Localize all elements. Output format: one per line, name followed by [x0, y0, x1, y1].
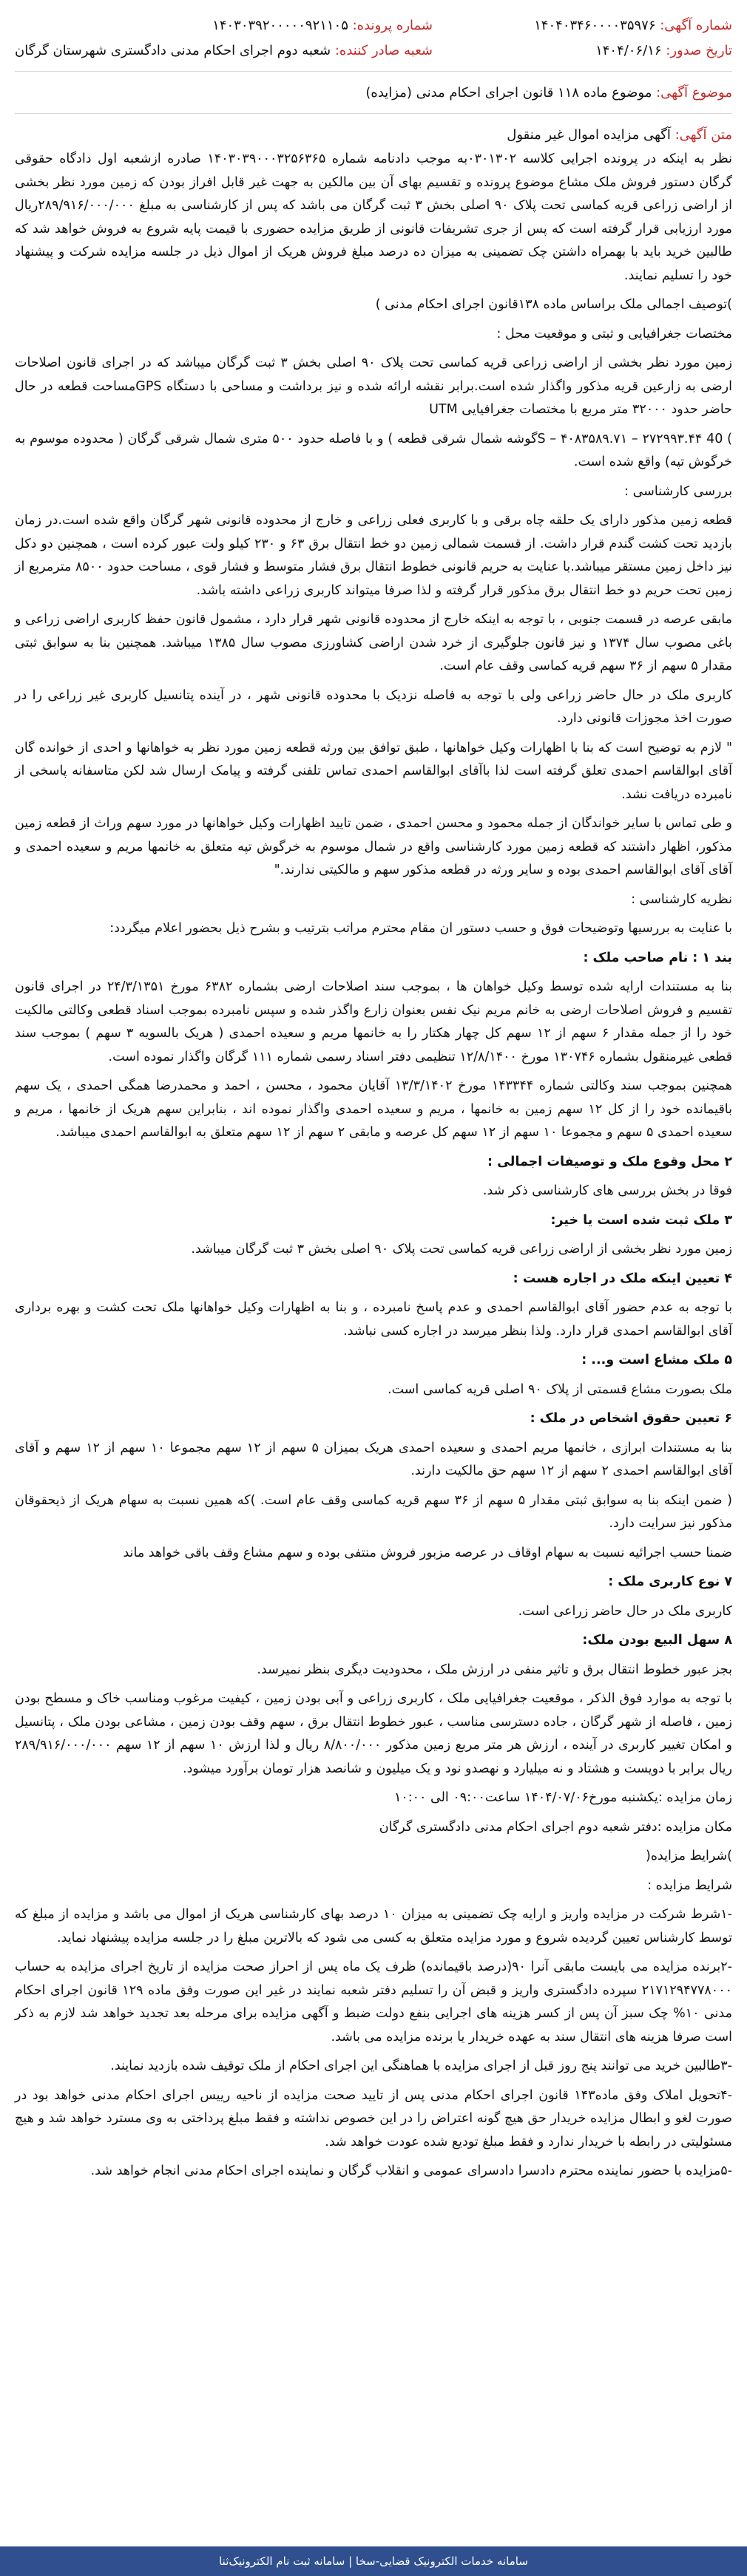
notice-header	[15, 13, 732, 148]
clause-1-heading: بند ۱ : نام صاحب ملک :	[583, 950, 732, 965]
issue-date	[534, 38, 732, 64]
expert-opinion-heading: نظریه کارشناسی :	[631, 891, 732, 907]
condition-3: -۳طالبین خرید می توانند پنج روز قبل از اجرای مزایده با هماهنگی این اجرای احکام از ملک توقیف شده بازدید نمایند.	[110, 2059, 732, 2073]
expert-opinion-intro: با عنایت به بررسیها وتوضیحات فوق و حسب دستور ان مقام محترم مراتب بترتیب و بشرح ذیل بحضور اعلام میگردد:	[109, 921, 732, 936]
auction-conditions-label: شرایط مزایده :	[647, 1877, 732, 1893]
issuer-label: شعبه صادر کننده:	[334, 43, 433, 58]
auction-place: مکان مزایده :دفتر شعبه دوم اجرای احکام مدنی دادگستری گرگان	[379, 1819, 732, 1835]
ad-number-label: شماره آگهی:	[660, 18, 732, 33]
notice-text-title	[15, 123, 732, 148]
clause-6-text: بنا به مستندات ابرازی ، خانمها مریم احمدی و سعیده احمدی هریک بمیزان ۵ سهم از ۱۲ سهم مجموعا ۱۰ سهم از ۱۲ سهم و آقای آقای ابوالقاسم احمدی ۲ سهم از ۱۲ سهم حق مالکیت دارند.	[15, 1440, 732, 1478]
utm-coordinates-paragraph: ) 40 S – ۴۰۸۳۵۸۹.۷۱ – ۲۷۲۹۹۳.۴۴گوشه شمال شرقی قطعه ) و با فاصله حدود ۵۰۰ متری شمال شرقی گرگان ( محدوده موسوم به خرگوش تپه) واقع شده است.	[15, 431, 732, 469]
clause-7-text: کاربری ملک در حال حاضر زراعی است.	[518, 1603, 732, 1619]
clause-6-heading: ۶ تعیین حقوق اشخاص در ملک :	[530, 1411, 732, 1426]
clause-2-text: فوقا در بخش بررسی های کارشناسی ذکر شد.	[482, 1183, 732, 1198]
subject-divider	[15, 113, 732, 114]
property-description-heading: )توصیف اجمالی ملک براساس ماده ۱۳۸قانون اجرای احکام مدنی )	[375, 297, 732, 312]
expert-review-heading: بررسی کارشناسی :	[624, 483, 732, 499]
subject-label: موضوع آگهی:	[656, 85, 732, 101]
valuation-paragraph: با توجه به موارد فوق الذکر ، موقعیت جغرافیایی ملک ، کاربری زراعی و آبی بودن زمین ، کیفیت مرغوب ومناسب خاک و مسطح بودن زمین ، فاصله از شهر گرگان ، جاده دسترسی مناسب ، عبور خطوط انتقال برق ، سهم وقف بودن زمین ، مشاعی بودن ملک ، پتانسیل و امکان تغییر کاربری در آینده ، ارزش هر متر مربع زمین مذکور ۸/۸۰۰/۰۰۰ ریال و لذا ارزش ۱۰ سهم از ۱۲ سهم ۲۸۹/۹۱۶/۰۰۰/۰۰۰ ریال برابر با دویست و هشتاد و نه میلیارد و نهصدو نود و یک میلیون و شانصد هزار تومان برآورد میشود.	[15, 1691, 732, 1776]
clause-2-heading: ۲ محل وقوع ملک و توصیفات اجمالی :	[487, 1154, 732, 1169]
issue-date-label: تاریخ صدور:	[666, 43, 732, 58]
heirs-statement-paragraph: و طی تماس با سایر خواندگان از جمله محمود و محسن احمدی ، ضمن تایید اظهارات وکیل خواهانها در مورد سهم وراث از قطعه زمین مذکور، اظهار داشتند که قطعه زمین مورد کارشناسی واقع در شمال موسوم به خرگوش تپه متعلق به خانمها مریم و سعیده احمدی و آقای آقای ابوالقاسم احمدی بوده و سایر ورثه در قطعه مذکور سهم و مالکیتی ندارند."	[15, 816, 732, 877]
header-divider	[15, 71, 732, 72]
auction-time: زمان مزایده :یکشنبه مورخ۱۴۰۴/۰۷/۰۶ ساعت۰۹:۰۰ الی ۱۰:۰۰	[393, 1790, 732, 1805]
condition-4: -۴تحویل املاک وفق ماده۱۴۳ قانون اجرای احکام مدنی پس از تایید صحت مزایده از ناحیه رییس اجرای احکام مدنی خواهد بود در صورت لغو و ابطال مزایده خریدار حق هیچ گونه اعتراض را در این خصوص نداشته و فقط مبلغ پرداختی به وی مسترد خواهد شد و هیچ مسئولیتی در رابطه با خریدار ندارد و فقط مبلغ تودیع شده عودت خواهد شد.	[15, 2087, 732, 2150]
clause-6-execution-note: ضمنا حسب اجرائیه نسبت به سهام اوقاف در عرصه مزبور فروش منتفی بوده و سهم مشاع وقف باقی خواهد ماند	[123, 1545, 732, 1560]
clause-6-waqf-note: ( ضمن اینکه بنا به سوابق ثبتی مقدار ۵ سهم از ۳۶ سهم قریه کماسی وقف عام است. )که همین نسبت به سهام هریک از ذیحقوقان مذکور نیز سرایت دارد.	[15, 1492, 733, 1531]
clause-8-text: بجز عبور خطوط انتقال برق و تاثیر منفی در ارزش ملک ، محدودیت دیگری بنظر نمیرسد.	[257, 1662, 732, 1677]
letter-number	[15, 13, 433, 38]
issuer-value: شعبه دوم اجرای احکام مدنی دادگستری شهرستان گرگان	[15, 43, 331, 58]
issuer	[15, 38, 433, 64]
clause-3-heading: ۳ ملک ثبت شده است یا خیر:	[550, 1212, 732, 1228]
subject-value: موضوع ماده ۱۱۸ قانون اجرای احکام مدنی (مزایده)	[365, 85, 652, 101]
clause-1-shares-paragraph: همچنین بموجب سند وکالتی شماره ۱۴۳۳۴۴ مورخ ۱۳/۳/۱۴۰۲ آقایان محمود ، محسن ، احمد و محمدرضا همگی احمدی ، یک سهم باقیمانده خود را از کل ۱۲ سهم زمین به خانمها ، مریم و سعیده احمدی واگذار نموده اند ، بنابراین سهم هریک از خانمها ، مریم و سعیده احمدی ۵ سهم و مجموعا ۱۰ سهم از ۱۲ سهم کل عرصه و مابقی ۲ سهم از ۱۲ سهم متعلق به ابوالقاسم احمدی میباشد.	[15, 1078, 733, 1140]
condition-5: -۵مزایده با حضور نماینده محترم دادسرا دادسرای عمومی و انقلاب گرگان و نماینده اجرای احکام مدنی انجام خواهد شد.	[90, 2164, 732, 2178]
header-right-col	[534, 13, 732, 64]
header-row-1	[15, 13, 732, 64]
notice-subject	[15, 81, 732, 106]
heirs-note-paragraph: " لازم به توضیح است که بنا با اظهارات وکیل خواهانها ، طبق توافق بین ورثه قطعه زمین مورد نظر به خواهانها و احدی از خوانده گان آقای ابوالقاسم احمدی تعلق گرفته است لذا باآقای ابوالقاسم احمدی تماس تلفنی گرفته و پیامک ارسال شد لکن متاسفانه پاسخی از نامبرده دریافت نشد.	[15, 740, 732, 802]
condition-2: -۲برنده مزایده می بایست مابقی آنرا ۹۰(درصد باقیمانده) ظرف یک ماه پس از احراز صحت مزایده از تاریخ اجرای مزایده به حساب ۲۱۷۱۲۹۴۷۷۸۰۰۰ سپرده دادگستری واریز و قبض آن را تسلیم دفتر شعبه نمایند در غیر این صورت وفق ماده ۱۲۹ قانون اجرای احکام مدنی ۱۰% چک سبز آن پس از کسر هزینه های اجرایی بنفع دولت ضبط و آگهی مزایده برای مرحله بعد تجدید خواهد شد لازم به ذکر است صرفا هزینه های انتقال سند به عهده خریدار یا برنده مزایده می باشد.	[15, 1960, 732, 2045]
clause-4-heading: ۴ تعیین اینکه ملک در اجاره هست :	[513, 1271, 732, 1286]
clause-5-heading: ۵ ملک مشاع است و... :	[581, 1353, 732, 1367]
clause-5-text: ملک بصورت مشاع قسمتی از پلاک ۹۰ اصلی قریه کماسی است.	[388, 1382, 732, 1397]
clause-1-ownership-paragraph: بنا به مستندات ارایه شده توسط وکیل خواهان ها ، بموجب سند اصلاحات ارضی بشماره ۶۳۸۲ مورخ ۲۴/۳/۱۳۵۱ در اجرای قانون تقسیم و فروش اصلاحات ارضی به خانم مریم نیک نفس بعنوان زارع واگذر شده و سپس نامبرده بموجب اسناد قطعی وکالتی مالکیت خود را از جمله مقدار ۶ سهم از ۱۲ سهم کل چهار هکتار را به خانمها مریم و سعیده احمدی ( هریک بالسویه ۳ سهم ) بموجب سند قطعی غیرمنقول بشماره ۱۳۰۷۴۶ مورخ ۱۲/۸/۱۴۰۰ تنظیمی دفتر اسناد رسمی شماره ۱۱۱ گرگان واگذار نموده است.	[15, 979, 732, 1064]
southern-area-paragraph: مابقی عرصه در قسمت جنوبی ، با توجه به اینکه خارج از محدوده قانونی شهر قرار دارد ، مشمول قانون حفظ کاربری اراضی زراعی و باغی مصوب سال ۱۳۷۴ و نیز قانون جلوگیری از خرد شدن اراضی کشاورزی مصوب سال ۱۳۸۵ میباشد. همچنین بنا به سوابق ثبتی مقدار ۵ سهم از ۳۶ سهم قریه کماسی وقف عام است.	[15, 612, 733, 673]
ad-number	[534, 13, 732, 38]
site-footer[interactable]	[0, 2546, 747, 2576]
footer-text: سامانه خدمات الکترونیک قضایی-سخا | سامانه ثبت نام الکترونیک‌ثنا	[219, 2555, 528, 2568]
location-paragraph: زمین مورد نظر بخشی از اراضی زراعی قریه کماسی تحت پلاک ۹۰ اصلی بخش ۳ ثبت گرگان میباشد که در اجرای قانون اصلاحات ارضی به زارعین قریه مذکور واگذار شده است.برابر نقشه ارائه شده و نیز برداشت و مساحی با دستگاه GPSمساحت قطعه در حال حاضر حدود ۳۲۰۰۰ متر مربع با مختصات جغرافیایی UTM	[15, 356, 732, 417]
auction-conditions-heading: )شرایط مزایده(	[646, 1849, 732, 1863]
ad-number-value: ۱۴۰۴۰۳۴۶۰۰۰۰۳۵۹۷۶	[534, 18, 656, 33]
clause-8-heading: ۸ سهل البیع بودن ملک:	[582, 1633, 732, 1648]
clause-7-heading: ۷ نوع کاربری ملک :	[608, 1574, 732, 1589]
condition-1: -۱شرط شرکت در مزایده واریز و ارایه چک تضمینی به میزان ۱۰ درصد بهای کارشناسی هریک از اموال می باشد و مزایده از مبلغ که توسط کارشناس تعیین گردیده شروع و مورد مزایده متعلق به کسی می شود که بالاترین مبلغ را در جلسه مزایده پیشنهاد نماید.	[15, 1907, 732, 1945]
intro-paragraph: نظر به اینکه در پرونده اجرایی کلاسه ۰۳۰۱۳۰۲به موجب دادنامه شماره ۱۴۰۳۰۳۹۰۰۰۳۲۵۶۳۶۵ صادره ازشعبه اول دادگاه حقوقی گرگان دستور فروش ملک مشاع موضوع پرونده و تقسیم بهای آن بین مالکین به جهت غیر قابل افراز بودن که زمین مورد نظر بخشی از اراضی زراعی قریه کماسی تحت پلاک ۹۰ اصلی بخش ۳ ثبت گرگان می باشد که پس از کارشناسی به مبلغ ۲۸۹/۹۱۶/۰۰۰/۰۰۰ریال مورد ارزیابی قرار گرفته است که پس از جری تشریفات قانونی از طریق مزایده حضوری با قیمت پایه شروع به فروش خواهد شد که طالبین خرید باید با بهمراه داشتن چک تضمینی به میزان ده درصد مبلغ فروش هریک از اموال ذیل در جلسه مزایده شرکت و پیشنهاد خود را تسلیم نمایند.	[15, 152, 732, 283]
letter-number-label: شماره پرونده:	[352, 18, 433, 33]
text-title-value: آگهی مزایده اموال غیر منقول	[507, 127, 671, 143]
clause-4-text: با توجه به عدم حضور آقای ابوالقاسم احمدی و عدم پاسخ نامبرده ، و بنا به اظهارات وکیل خواهانها ملک تحت کشت و بهره برداری آقای ابوالقاسم احمدی قرار دارد. ولذا بنظر میرسد در اجاره کسی نباشد.	[15, 1300, 732, 1339]
land-description-paragraph: قطعه زمین مذکور دارای یک حلقه چاه برقی و با کاربری فعلی زراعی و خارج از محدوده قانونی شهر گرگان واقع شده است.در زمان بازدید تحت کشت گندم قرار داشت. از قسمت شمالی زمین دو خط انتقال برق ۶۳ و ۲۳۰ کیلو ولت عبور کرده است ، همچنین دو دکل نیز داخل زمین مستقر میباشد.با عنایت به حریم قانونی خطوط انتقال برق فشار متوسط و فشار قوی ، مساحت حدود ۸۵۰۰ مترمربع از زمین تحت حریم دو خط انتقال برق مذکور قرار گرفته و لذا صرفا میتواند کاربری زراعی داشته باشد.	[15, 513, 733, 598]
clause-3-text: زمین مورد نظر بخشی از اراضی زراعی قریه کماسی تحت پلاک ۹۰ اصلی بخش ۳ ثبت گرگان میباشد.	[191, 1242, 732, 1257]
notice-body	[15, 148, 732, 2184]
coordinates-heading: مختصات جغرافیایی و ثبتی و موقعیت محل :	[496, 326, 732, 341]
header-left-col	[15, 13, 433, 64]
issue-date-value: ۱۴۰۴/۰۶/۱۶	[595, 43, 662, 58]
text-label: متن آگهی:	[675, 127, 732, 143]
usage-potential-paragraph: کاربری ملک در حال حاضر زراعی ولی با توجه به فاصله نزدیک با محدوده قانونی شهر ، در آینده پتانسیل کاربری غیر زراعی را در صورت اخذ مجوزات قانونی دارد.	[15, 687, 732, 726]
letter-number-value: ۱۴۰۳۰۳۹۲۰۰۰۰۰۹۲۱۱۰۵	[212, 18, 348, 33]
